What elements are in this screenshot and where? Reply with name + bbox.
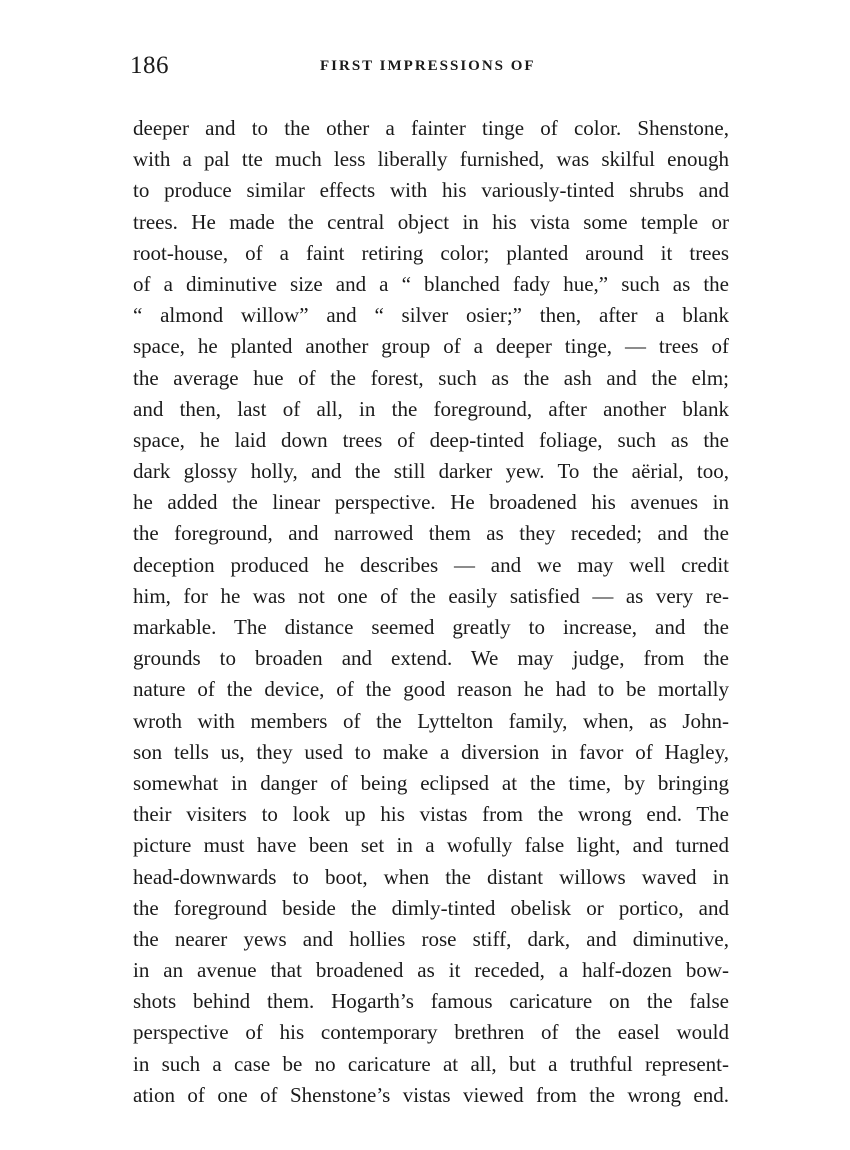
running-head: FIRST IMPRESSIONS OF bbox=[320, 58, 536, 74]
text-line: somewhat in danger of being eclipsed at the time, by bringing bbox=[133, 770, 729, 795]
text-line: and then, last of all, in the foreground, after another blank bbox=[133, 396, 729, 421]
text-line: space, he planted another group of a deeper tinge, — trees of bbox=[133, 334, 729, 359]
page-header bbox=[130, 52, 730, 86]
text-line: the foreground, and narrowed them as they receded; and the bbox=[133, 521, 729, 546]
text-line: with a pal tte much less liberally furnished, was skilful enough bbox=[133, 147, 729, 172]
text-line: trees. He made the central object in his vista some temple or bbox=[133, 209, 729, 234]
text-line: perspective of his contemporary brethren of the easel would bbox=[133, 1020, 729, 1045]
text-line: him, for he was not one of the easily satisfied — as very re- bbox=[133, 583, 729, 608]
text-line: son tells us, they used to make a diversion in favor of Hagley, bbox=[133, 739, 729, 764]
text-line: the nearer yews and hollies rose stiff, dark, and diminutive, bbox=[133, 926, 729, 951]
text-line: dark glossy holly, and the still darker yew. To the aërial, too, bbox=[133, 459, 729, 484]
text-line: markable. The distance seemed greatly to increase, and the bbox=[133, 615, 729, 639]
text-line: he added the linear perspective. He broadened his avenues in bbox=[133, 490, 729, 515]
text-line: wroth with members of the Lyttelton family, when, as John- bbox=[133, 708, 729, 733]
text-line: in an avenue that broadened as it receded, a half-dozen bow- bbox=[133, 958, 729, 983]
text-line: head-downwards to boot, when the distant willows waved in bbox=[133, 864, 729, 889]
text-line: picture must have been set in a wofully false light, and turned bbox=[133, 833, 729, 858]
text-line: the average hue of the forest, such as the ash and the elm; bbox=[133, 365, 729, 390]
text-line: deception produced he describes — and we may well credit bbox=[133, 552, 729, 577]
page-number: 186 bbox=[130, 52, 169, 79]
text-line: grounds to broaden and extend. We may judge, from the bbox=[133, 646, 729, 671]
text-line: deeper and to the other a fainter tinge of color. Shenstone, bbox=[133, 116, 729, 140]
body-text bbox=[133, 113, 729, 1111]
text-line: shots behind them. Hogarth’s famous caricature on the false bbox=[133, 989, 729, 1014]
text-line: nature of the device, of the good reason he had to be mortally bbox=[133, 677, 729, 702]
text-line: of a diminutive size and a “ blanched fady hue,” such as the bbox=[133, 271, 729, 296]
text-line: root-house, of a faint retiring color; planted around it trees bbox=[133, 240, 729, 265]
text-line: space, he laid down trees of deep-tinted foliage, such as the bbox=[133, 427, 729, 452]
text-line: ation of one of Shenstone’s vistas viewed from the wrong end. bbox=[133, 1082, 729, 1107]
text-line: in such a case be no caricature at all, but a truthful represent- bbox=[133, 1051, 729, 1076]
text-line: the foreground beside the dimly-tinted obelisk or portico, and bbox=[133, 895, 729, 920]
text-line: “ almond willow” and “ silver osier;” then, after a blank bbox=[133, 303, 729, 328]
text-line: to produce similar effects with his variously-tinted shrubs and bbox=[133, 178, 729, 203]
text-line: their visiters to look up his vistas from the wrong end. The bbox=[133, 802, 729, 827]
